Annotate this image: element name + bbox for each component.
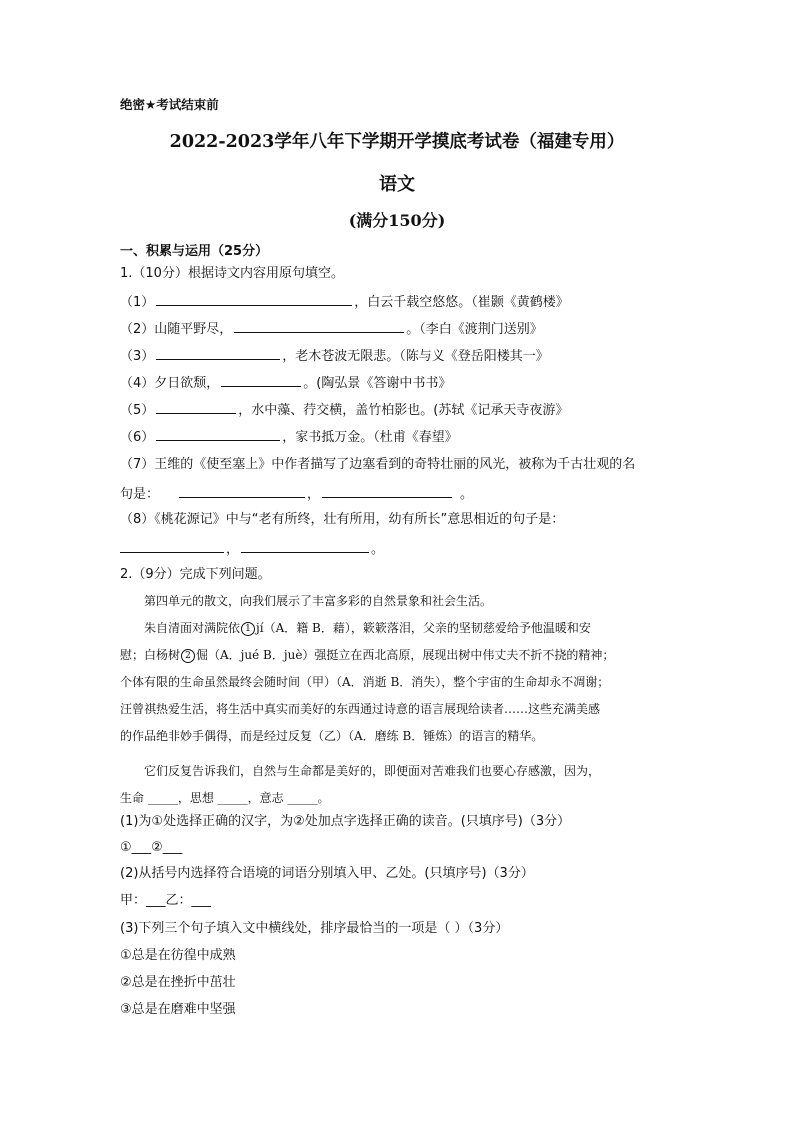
sub-question-1-answer[interactable]: ①___②___ — [120, 840, 183, 855]
fill-item-7-line-2 — [120, 484, 473, 504]
fill-item-2 — [120, 319, 543, 339]
passage-text: jí（A．籍 B．藉），簌簌落泪，父亲的坚韧慈爱给予他温暖和安 — [256, 621, 591, 635]
item-text: ， — [307, 487, 321, 502]
item-text: 。（李白《渡荆门送别》 — [406, 322, 543, 337]
item-number: （4） — [120, 376, 155, 391]
passage-line: 的作品绝非妙手偶得，而是经过反复（乙）（A．磨练 B．锤炼）的语言的精华。 — [120, 729, 544, 743]
item-text-before: 夕日欲颓， — [154, 376, 220, 391]
fill-item-4 — [120, 373, 451, 393]
subject-title: 语文 — [379, 174, 415, 195]
answer-blank[interactable] — [322, 484, 452, 498]
passage-line — [120, 619, 680, 637]
item-text: ，水中藻、荇交横，盖竹柏影也。(苏轼《记承天寺夜游》 — [238, 403, 569, 418]
item-text: ，家书抵万金。（杜甫《春望》 — [282, 430, 458, 445]
item-number: （1） — [120, 295, 155, 310]
circled-1: 1 — [241, 622, 255, 636]
item-text: 。 — [460, 487, 474, 502]
sub-question-2: (2)从括号内选择符合语境的词语分别填入甲、乙处。(只填序号)（3分） — [120, 866, 534, 881]
answer-blank[interactable] — [234, 319, 404, 333]
passage-text: 慰；白杨树 — [120, 648, 181, 662]
passage-paragraph: 第四单元的散文，向我们展示了丰富多彩的自然景象和社会生活。 — [144, 594, 493, 608]
passage-text: 倔（A．jué B．juè）强挺立在西北高原，展现出树中伟丈夫不折不挠的精神； — [196, 648, 615, 662]
option-3: ③总是在磨难中坚强 — [120, 1002, 236, 1017]
sub-question-3: (3)下列三个句子填入文中横线处，排序最恰当的一项是（ ）（3分） — [120, 921, 509, 936]
answer-blank[interactable] — [156, 346, 280, 360]
item-text: ，老木苍波无限悲。（陈与义《登岳阳楼其一》 — [282, 349, 549, 364]
fill-item-7-line-1: （7）王维的《使至塞上》中作者描写了边塞看到的奇特壮丽的风光，被称为千古壮观的名 — [120, 457, 636, 472]
answer-blank[interactable] — [156, 292, 352, 306]
question-2-stem: 2.（9分）完成下列问题。 — [120, 567, 271, 582]
item-number: （2） — [120, 322, 155, 337]
answer-blank[interactable] — [221, 373, 301, 387]
passage-line: 生命 _____，思想 _____，意志 _____。 — [120, 791, 330, 805]
fill-item-1 — [120, 292, 569, 312]
passage-line: 汪曾祺热爱生活，将生活中真实而美好的东西通过诗意的语言展现给读者……这些充满美感 — [120, 702, 601, 716]
passage-line: 它们反复告诉我们，自然与生命都是美好的，即便面对苦难我们也要心存感激，因为， — [144, 764, 601, 778]
circled-2: 2 — [181, 649, 195, 663]
fill-item-8-line-1: （8）《桃花源记》中与“老有所终，壮有所用，幼有所长”意思相近的句子是： — [120, 512, 565, 527]
section-heading: 一、积累与运用（25分） — [120, 244, 269, 259]
item-text: ， — [226, 542, 240, 557]
sub-question-1: (1)为①处选择正确的汉字，为②处加点字选择正确的读音。(只填序号)（3分） — [120, 814, 571, 829]
question-1-stem: 1.（10分）根据诗文内容用原句填空。 — [120, 266, 344, 281]
item-text-before: 山随平野尽， — [154, 322, 233, 337]
fill-item-5 — [120, 400, 568, 420]
answer-blank[interactable] — [241, 539, 369, 553]
option-1: ①总是在彷徨中成熟 — [120, 948, 236, 963]
item-number: （5） — [120, 403, 155, 418]
fill-item-3 — [120, 346, 549, 366]
exam-title: 2022-2023学年八年下学期开学摸底考试卷（福建专用） — [169, 132, 625, 152]
answer-blank[interactable] — [156, 400, 236, 414]
answer-blank[interactable] — [179, 484, 305, 498]
confidential-label: 绝密★考试结束前 — [120, 97, 219, 112]
option-2: ②总是在挫折中茁壮 — [120, 975, 236, 990]
fill-item-6 — [120, 427, 458, 447]
fill-item-8-line-2 — [120, 539, 384, 559]
item-number: （3） — [120, 349, 155, 364]
reading-passage — [120, 592, 680, 807]
passage-line: 个体有限的生命虽然最终会随时间（甲）（A．消逝 B．消失），整个宇宙的生命却永不凋谢； — [120, 675, 610, 689]
full-score: (满分150分) — [348, 211, 446, 230]
item-number: （6） — [120, 430, 155, 445]
passage-line — [120, 646, 680, 664]
sub-question-2-answer[interactable]: 甲：___乙：___ — [120, 893, 212, 908]
answer-blank[interactable] — [156, 427, 280, 441]
answer-blank[interactable] — [120, 539, 224, 553]
item-text: 。 — [371, 542, 385, 557]
passage-text: 朱自清面对满院依 — [144, 621, 241, 635]
item-text: 句是： — [120, 487, 160, 502]
item-text: ，白云千载空悠悠。（崔颢《黄鹤楼》 — [354, 295, 569, 310]
item-text: 。(陶弘景《答谢中书书》 — [303, 376, 452, 391]
